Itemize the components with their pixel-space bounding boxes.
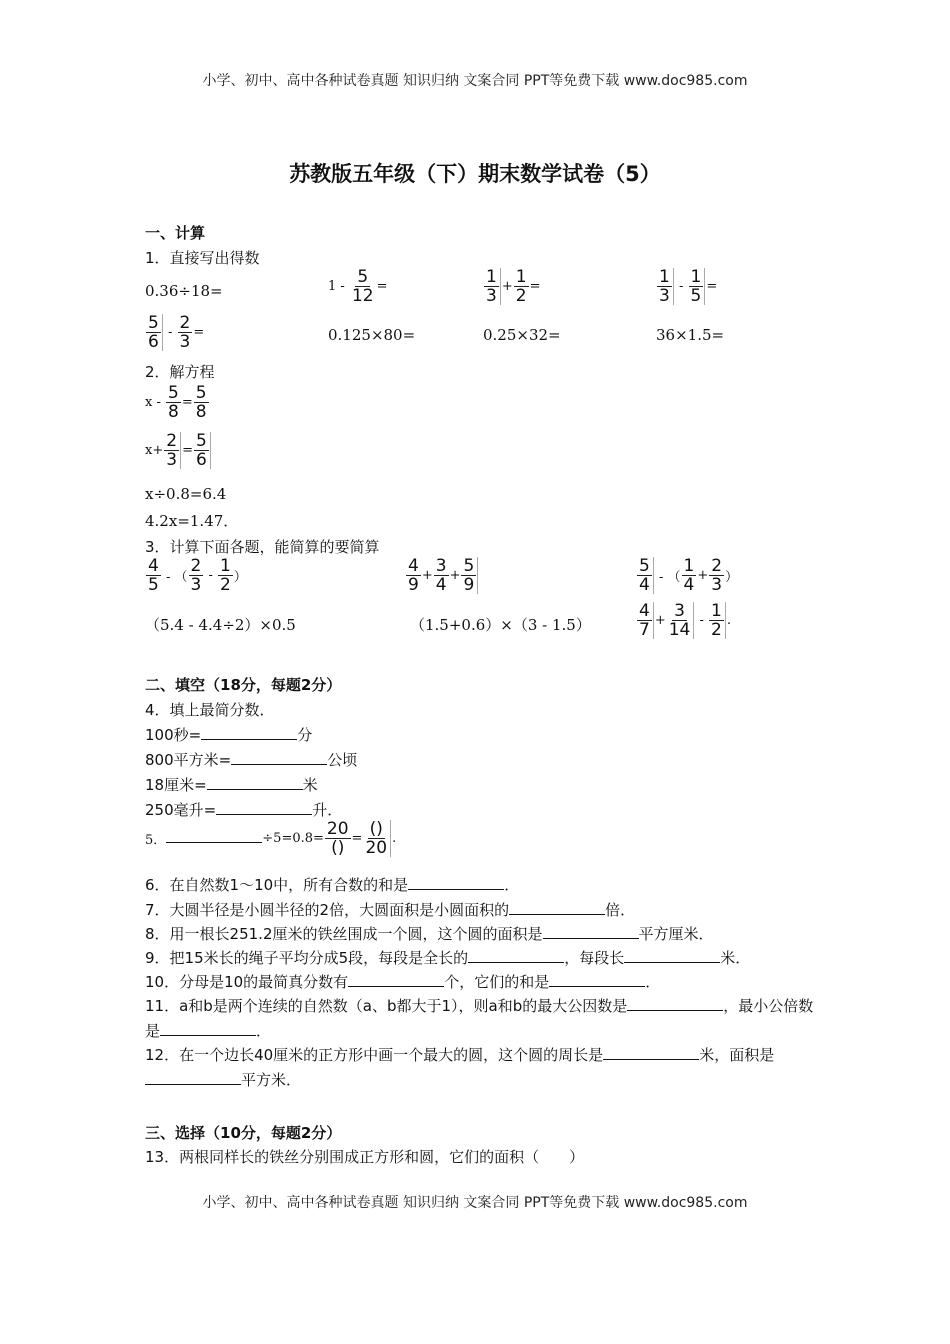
calc-1c: $\frac{1}{3}$ + $\frac{1}{2}$ = [486,267,541,306]
fraction: $\frac{5}{4}$ [637,557,654,594]
compute-4: （5.4 - 4.4÷2）×0.5 [145,616,296,634]
question-9: 9．把15米长的绳子平均分成5段，每段是全长的 ，每段长 米． [145,949,751,967]
question-3: 3．计算下面各题，能简算的要简算 [145,538,380,556]
fill-2: 800平方米= 公顷 [145,751,358,769]
fraction: $\frac{1}{4}$ [683,556,695,595]
page-footer: 小学、初中、高中各种试卷真题 知识归纳 文案合同 PPT等免费下载 www.doc985.com [202,1195,748,1211]
fill-4: 250毫升= 升． [145,801,343,819]
answer-blank[interactable] [160,1021,256,1036]
fraction: $\frac{1}{2}$ [220,556,231,595]
answer-blank[interactable] [231,750,327,765]
question-11: 11．a和b是两个连续的自然数（a、b都大于1），则a和b的最大公因数是 ，最小公倍数是 ． [145,997,814,1040]
answer-blank[interactable] [509,900,605,915]
equation-1: x - $\frac{5}{8}$ = $\frac{5}{8}$ [145,383,207,422]
answer-blank[interactable] [166,828,262,843]
question-1: 1．直接写出得数 [145,249,260,267]
equation-4: 4.2x=1.47． [145,512,239,530]
page-title: 苏教版五年级（下）期末数学试卷（5） [289,162,661,186]
answer-blank[interactable] [348,972,444,987]
fraction: $\frac{()}{20}$ [363,820,391,857]
page-header: 小学、初中、高中各种试卷真题 知识归纳 文案合同 PPT等免费下载 www.doc985.com [202,73,748,89]
question-6: 6．在自然数1～10中，所有合数的和是 ． [145,876,520,894]
fraction: $\frac{5}{8}$ [168,383,179,422]
fraction: $\frac{5}{8}$ [195,383,207,422]
calc-1b-eq: = [376,279,388,294]
fill-3: 18厘米= 米 [145,776,318,794]
calc-2a: $\frac{5}{6}$ - $\frac{2}{3}$ = [148,313,205,352]
fill-1: 100秒= 分 [145,726,313,744]
fraction: $\frac{1}{3}$ [657,268,674,305]
equation-3: x÷0.8=6.4 [145,485,227,503]
compute-5: （1.5+0.6）×（3 - 1.5） [410,616,591,634]
answer-blank[interactable] [145,1070,241,1085]
fraction: $\frac{3}{4}$ [435,556,447,595]
compute-2: $\frac{4}{9}$ + $\frac{3}{4}$ + $\frac{5}{9}$ [405,557,479,594]
answer-blank[interactable] [543,924,639,939]
answer-blank[interactable] [201,725,297,740]
calc-1b-prefix: 1 - [328,279,349,294]
fraction: $\frac{2}{3}$ [711,556,723,595]
section-1-heading: 一、计算 [145,224,206,242]
calc-2b: 0.125×80= [328,326,416,344]
compute-3: $\frac{5}{4}$ - （ $\frac{1}{4}$ + $\frac{2}{3}$ ） [639,556,739,595]
calc-2c: 0.25×32= [483,326,561,344]
calc-1d: $\frac{1}{3}$ - $\frac{1}{5}$ = [659,267,718,306]
fraction: $\frac{4}{5}$ [148,556,159,595]
fraction: $\frac{5}{6}$ [194,432,211,469]
fraction: $\frac{20}{()}$ [326,819,349,858]
question-13: 13．两根同样长的铁丝分别围成正方形和圆，它们的面积（ ） [145,1148,585,1166]
section-2-heading: 二、填空（18分，每题2分） [145,676,342,694]
answer-blank[interactable] [603,1045,699,1060]
fraction: $\frac{2}{3}$ [190,556,202,595]
answer-blank[interactable] [624,948,720,963]
answer-blank[interactable] [627,996,723,1011]
question-10: 10．分母是10的最简真分数有 个，它们的和是 ． [145,973,661,991]
fraction: $\frac{1}{2}$ [709,602,726,639]
calc-1b [328,268,387,305]
fraction: $\frac{1}{3}$ [484,268,501,305]
fraction: $\frac{2}{3}$ [179,313,191,352]
compute-6: $\frac{4}{7}$ + $\frac{3}{14}$ - $\frac{1}{2}$ . [639,601,732,640]
question-8: 8．用一根长251.2厘米的铁丝围成一个圆，这个圆的面积是 平方厘米． [145,925,714,943]
question-7: 7．大圆半径是小圆半径的2倍，大圆面积是小圆面积的 倍． [145,901,636,919]
question-12: 12．在一个边长40厘米的正方形中画一个最大的圆，这个圆的周长是 米，面积是平方米． [145,1046,775,1089]
question-4: 4．填上最简分数． [145,701,275,719]
compute-1: $\frac{4}{5}$ - （ $\frac{2}{3}$ - $\frac{1}{2}$ ） [148,556,247,595]
fraction: $\frac{1}{5}$ [689,268,706,305]
answer-blank[interactable] [408,875,504,890]
calc-1a: 0.36÷18= [145,282,223,300]
answer-blank[interactable] [216,800,312,815]
calc-2d: 36×1.5= [656,326,725,344]
fraction: $\frac{4}{9}$ [408,556,419,595]
answer-blank[interactable] [468,948,564,963]
fraction: $\frac{3}{14}$ [667,602,695,639]
fraction: $\frac{5}{6}$ [146,314,163,351]
answer-blank[interactable] [549,972,645,987]
answer-blank[interactable] [207,775,303,790]
question-5: 5． ÷5=0.8= $\frac{20}{()}$ = $\frac{()}{20}$ . [145,819,397,858]
question-2: 2．解方程 [145,363,215,381]
fraction: $\frac{5}{12}$ [351,267,374,306]
equation-2: x+ $\frac{2}{3}$ = $\frac{5}{6}$ [145,432,212,469]
section-3-heading: 三、选择（10分，每题2分） [145,1124,342,1142]
fraction: $\frac{1}{2}$ [515,267,527,306]
fraction: $\frac{2}{3}$ [164,432,181,469]
fraction: $\frac{5}{9}$ [461,557,478,594]
fraction: $\frac{4}{7}$ [637,602,654,639]
